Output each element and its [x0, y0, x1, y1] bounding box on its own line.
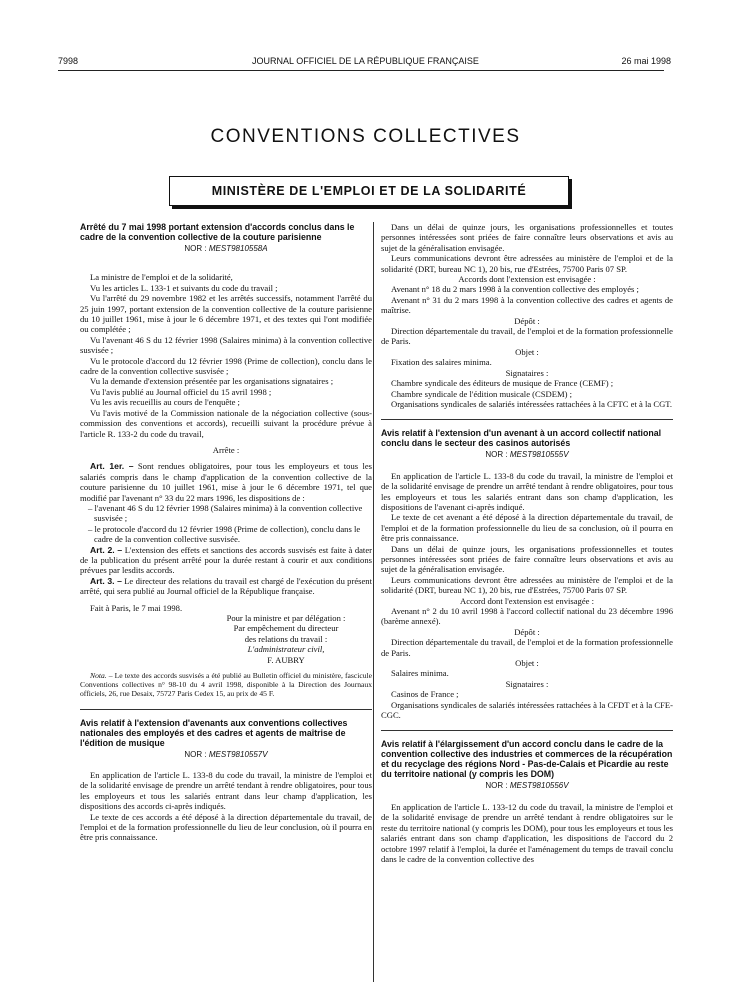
notice-para: Dans un délai de quinze jours, les organisations professionnelles et toutes personnes intéressées sont priées de faire connaître leurs observations et avis au sujet de la généralisation envisagée.	[381, 222, 673, 253]
subheading: Accords dont l'extension est envisagée :	[458, 274, 596, 285]
decree-para: Vu les articles L. 133-1 et suivants du code du travail ;	[90, 282, 278, 293]
journal-title: JOURNAL OFFICIEL DE LA RÉPUBLIQUE FRANÇAISE	[252, 56, 479, 66]
decree-para: Vu le protocole d'accord du 12 février 1998 (Prime de collection), conclu dans le cadre de la convention collective susvisée ;	[80, 355, 372, 377]
notice-para: Leurs communications devront être adressées au ministère de l'emploi et de la solidarité (DRT, bureau NC 1), 20 bis, rue d'Estrées, 75700 Paris 07 SP.	[381, 574, 673, 596]
subheading: Dépôt :	[514, 315, 540, 326]
subheading: Objet :	[515, 658, 539, 669]
decree-para: Vu l'avis publié au Journal officiel du 15 avril 1998 ;	[90, 386, 272, 397]
decree-para: Vu l'avenant 46 S du 12 février 1998 (Salaires minima) à la convention collective susvisée ;	[80, 334, 372, 356]
arrete-label: Arrête :	[212, 444, 240, 455]
notice-nor: NOR : MEST9810557V	[184, 749, 268, 759]
notice-title: Avis relatif à l'élargissement d'un accord conclu dans le cadre de la convention collective des industries et commerces de la récupération et du recyclage des régions Nord - Pas-de-Calais et Picardie au reste du territoire national (y compris les DOM)	[381, 739, 673, 780]
notice-para: Avenant n° 18 du 2 mars 1998 à la convention collective des employés ;	[391, 284, 639, 295]
notice-para: En application de l'article L. 133-8 du code du travail, la ministre de l'emploi et de la solidarité envisage de prendre un arrêté tendant à rendre obligatoires, pour tous les employeurs et tous les salariés entrant dans son champ d'application, les dispositions de l'avenant ci-après indiqué.	[381, 470, 673, 512]
article-1-item: – l'avenant 46 S du 12 février 1998 (Salaires minima) à la convention collective susvisée ;	[88, 502, 363, 524]
subheading: Signataires :	[505, 367, 549, 378]
notice-para: Casinos de France ;	[391, 689, 459, 700]
left-column	[80, 222, 372, 843]
notice-para: Avenant n° 31 du 2 mars 1998 à la convention collective des cadres et agents de maîtrise.	[381, 294, 673, 316]
notice-nor: NOR : MEST9810556V	[485, 781, 569, 791]
notice-para: Fixation des salaires minima.	[391, 357, 492, 368]
notice-para: Salaires minima.	[391, 668, 449, 679]
article-2: Art. 2. – L'extension des effets et sanctions des accords susvisés est faite à dater de la publication du présent arrêté pour la durée restant à courir et aux conditions prévues par lesdits accords.	[80, 544, 372, 576]
column-divider	[373, 222, 374, 982]
decree-nor: NOR : MEST9810558A	[184, 244, 268, 253]
decree-para: Vu l'avis motivé de la Commission nationale de la négociation collective (sous-commission des conventions et accords), recueilli suivant la procédure prévue à l'article R. 133-2 du code du travail,	[80, 407, 372, 439]
notice-para: Le texte de cet avenant a été déposé à la direction départementale du travail, de l'emploi et de la formation professionnelle du lieu de sa conclusion, où il pourra en être pris connaissance.	[381, 512, 673, 544]
header-rule	[58, 70, 664, 71]
signature-line: L'administrateur civil,	[247, 644, 325, 655]
subheading: Dépôt :	[514, 626, 540, 637]
notice-para: Organisations syndicales de salariés intéressées rattachées à la CFTC et à la CGT.	[391, 398, 673, 409]
notice-para: Organisations syndicales de salariés intéressées rattachées à la CFDT et à la CFE-CGC.	[381, 699, 673, 721]
decree-para: Vu la demande d'extension présentée par les organisations signataires ;	[90, 376, 334, 387]
decree-title: Arrêté du 7 mai 1998 portant extension d'accords conclus dans le cadre de la convention collective de la couture parisienne	[80, 222, 355, 242]
issue-date: 26 mai 1998	[621, 56, 671, 66]
article-separator	[80, 709, 372, 710]
notice-para: Direction départementale du travail, de l'emploi et de la formation professionnelle de Paris.	[381, 326, 673, 347]
article-separator	[381, 419, 673, 420]
notice-para: Le texte de ces accords a été déposé à la direction départementale du travail, de l'emploi et de la formation professionnelle du lieu de leur conclusion, où il pourra en être pris connaissance.	[80, 811, 372, 843]
signatory-name: F. AUBRY	[267, 654, 305, 665]
signature-line: des relations du travail :	[244, 633, 328, 644]
place-date: Fait à Paris, le 7 mai 1998.	[90, 602, 183, 613]
right-column	[381, 222, 673, 864]
notice-title: Avis relatif à l'extension d'avenants aux conventions collectives nationales des employés et des cadres et agents de maîtrise de l'édition de musique	[80, 717, 348, 748]
notice-para: Avenant n° 2 du 10 avril 1998 à l'accord collectif national du 23 décembre 1996 (barème annexé).	[381, 606, 673, 627]
subheading: Objet :	[515, 346, 539, 357]
notice-para: Chambre syndicale de l'édition musicale (CSDEM) ;	[391, 388, 573, 399]
notice-para: Direction départementale du travail, de l'emploi et de la formation professionnelle de Paris.	[381, 637, 673, 658]
decree-para: Vu l'arrêté du 29 novembre 1982 et les arrêtés successifs, notamment l'arrêté du 25 juin 1997, portant extension de la convention collective de la couture parisienne du 10 juillet 1961, mise à jour le 6 décembre 1971, et des textes qui l'ont modifiée ou complétée ;	[80, 293, 372, 335]
ministry-title: MINISTÈRE DE L'EMPLOI ET DE LA SOLIDARITÉ	[211, 184, 527, 198]
notice-title: Avis relatif à l'extension d'un avenant à un accord collectif national conclu dans le secteur des casinos autorisés	[381, 428, 662, 449]
decree-para: Vu les avis recueillis au cours de l'enquête ;	[90, 397, 240, 408]
running-header	[0, 56, 731, 70]
decree-para: La ministre de l'emploi et de la solidarité,	[90, 272, 233, 283]
notice-para: En application de l'article L. 133-8 du code du travail, la ministre de l'emploi et de la solidarité envisage de prendre un arrêté tendant à rendre obligatoires, pour tous les employeurs et tous les salariés entrant dans leur champ d'application, les dispositions des accords ci-après indiqués.	[80, 770, 372, 812]
article-1-item: – le protocole d'accord du 12 février 1998 (Prime de collection), conclu dans le cadre de la convention collective susvisée.	[88, 523, 361, 545]
page-number: 7998	[58, 56, 79, 66]
article-separator	[381, 730, 673, 731]
notice-para: Chambre syndicale des éditeurs de musique de France (CEMF) ;	[391, 378, 614, 389]
ministry-box	[169, 176, 569, 206]
section-title: CONVENTIONS COLLECTIVES	[210, 126, 521, 147]
notice-nor: NOR : MEST9810555V	[485, 450, 569, 460]
article-3: Art. 3. – Le directeur des relations du travail est chargé de l'exécution du présent arrêté, qui sera publié au Journal officiel de la République française.	[80, 575, 372, 597]
signature-line: Pour la ministre et par délégation :	[226, 613, 346, 623]
notice-para: Dans un délai de quinze jours, les organisations professionnelles et toutes personnes intéressées sont priées de faire connaître leurs observations et avis au sujet de la généralisation envisagée.	[381, 543, 673, 575]
signature-line: Par empêchement du directeur	[233, 623, 339, 634]
notice-para: En application de l'article L. 133-12 du code du travail, la ministre de l'emploi et de la solidarité envisage de prendre un arrêté tendant à rendre obligatoires sur le reste du territoire national (y compris les DOM), pour tous les employeurs et tous les salariés entrant dans son champ d'application, les dispositions de l'accord du 2 octobre 1997 relatif à l'emploi, la durée et l'aménagement du temps de travail conclu dans le cadre de la convention collective des	[381, 801, 673, 864]
article-1: Art. 1er. – Sont rendues obligatoires, pour tous les employeurs et tous les salariés compris dans le champ d'application de la convention collective de la couture parisienne du 10 juillet 1961, mise à jour le 6 décembre 1971, tel que modifié par l'avenant n° 33 du 22 mars 1996, les dispositions de :	[80, 461, 372, 503]
subheading: Accord dont l'extension est envisagée :	[460, 595, 594, 606]
notice-para: Leurs communications devront être adressées au ministère de l'emploi et de la solidarité (DRT, bureau NC 1), 20 bis, rue d'Estrées, 75700 Paris 07 SP.	[381, 253, 673, 274]
subheading: Signataires :	[505, 678, 549, 689]
nota: Nota. – Le texte des accords susvisés a été publié au Bulletin officiel du ministère, fascicule Conventions collectives n° 98-10 du 4 avril 1998, disponible à la Direction des Journaux officiels, 26, rue Desaix, 75727 Paris Cedex 15, au prix de 45 F.	[80, 671, 372, 699]
